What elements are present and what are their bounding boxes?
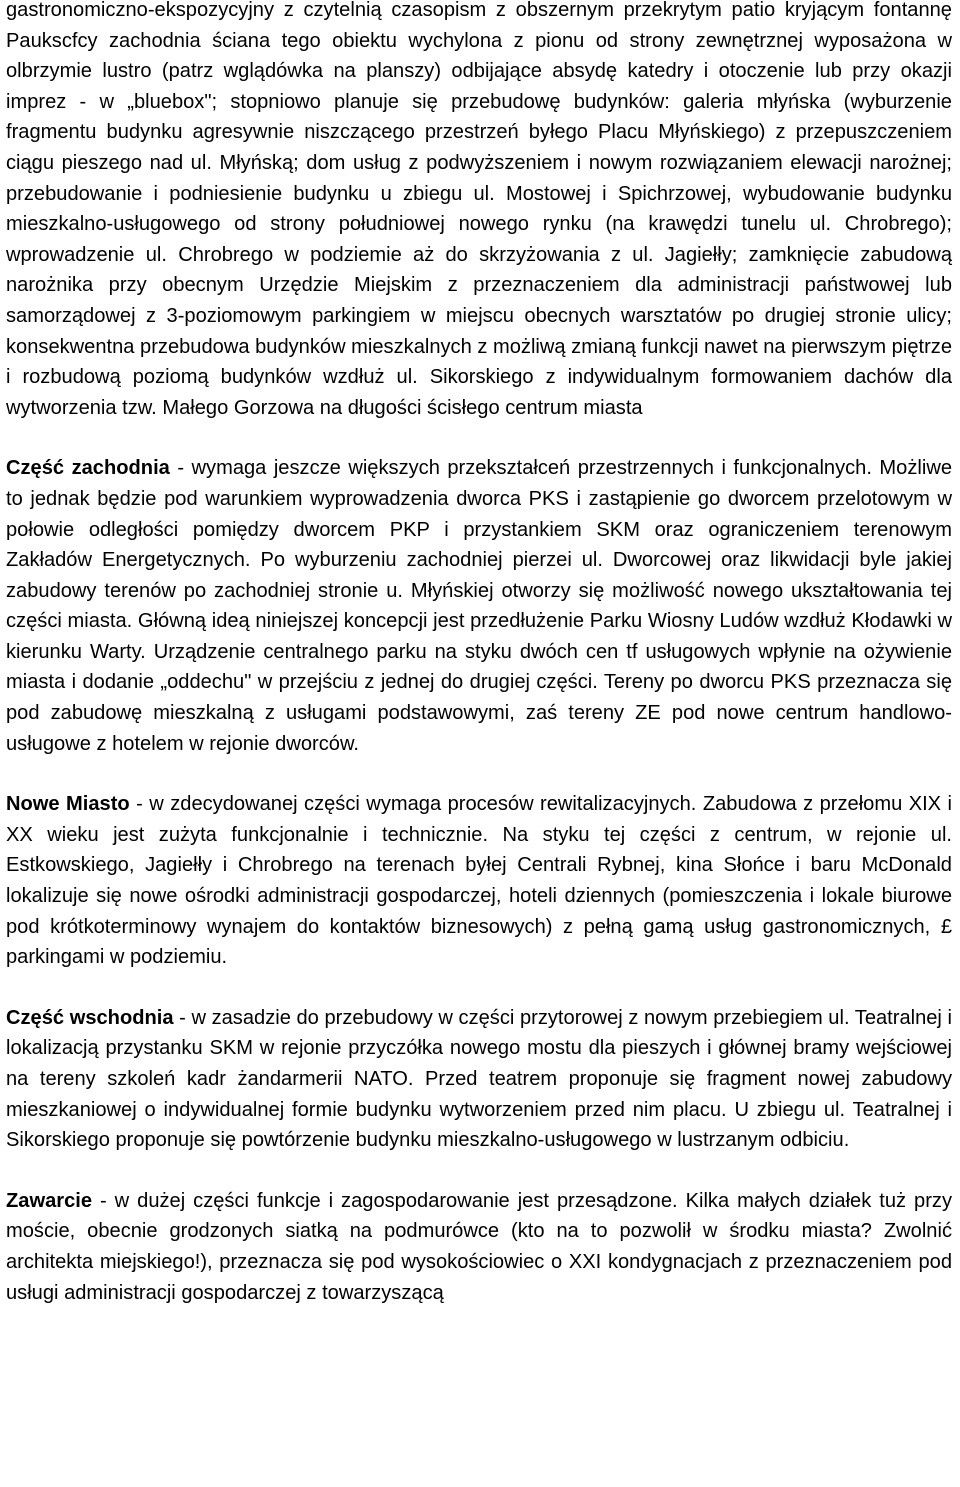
paragraph-west-part — [6, 453, 952, 759]
paragraph-gap — [6, 973, 952, 1003]
section-heading: Część zachodnia — [6, 457, 170, 480]
section-heading: Część wschodnia — [6, 1006, 174, 1029]
paragraph-gap — [6, 423, 952, 453]
paragraph-east-part — [6, 1003, 952, 1156]
paragraph-text: - w zasadzie do przebudowy w części przytorowej z nowym przebiegiem ul. Teatralnej i lokalizacją przystanku SKM w rejonie przyczółka nowego mostu dla pieszych i głównej bramy wejściowej na tereny szkoleń kadr żandarmerii NATO. Przed teatrem proponuje się fragment nowej zabudowy mieszkaniowej o indywidualnej formie budynku wytworzeniem przed nim placu. U zbiegu ul. Teatralnej i Sikorskiego proponuje się powtórzenie budynku mieszkalno-usługowego w lustrzanym odbiciu. — [6, 1006, 952, 1152]
paragraph-center-continuation — [6, 0, 952, 423]
section-heading: Zawarcie — [6, 1189, 93, 1212]
paragraph-text: - wymaga jeszcze większych przekształceń przestrzennych i funkcjonalnych. Możliwe to jednak będzie pod warunkiem wyprowadzenia dworca PKS i zastąpienie go dworcem przelotowym w połowie odległości pomiędzy dworcem PKP i przystankiem SKM oraz ograniczeniem terenowym Zakładów Energetycznych. Po wyburzeniu zachodniej pierzei ul. Dworcowej oraz likwidacji byle jakiej zabudowy terenów po zachodniej stronie u. Młyńskiej otworzy się możliwość nowego ukształtowania tej części miasta. Główną ideą niniejszej koncepcji jest przedłużenie Parku Wiosny Ludów wzdłuż Kłodawki w kierunku Warty. Urządzenie centralnego parku na styku dwóch cen tf usługowych wpłynie na ożywienie miasta i dodanie „oddechu" w przejściu z jednej do drugiej części. Tereny po dworcu PKS przeznacza się pod zabudowę mieszkalną z usługami podstawowymi, zaś tereny ZE pod nowe centrum handlowo-usługowe z hotelem w rejonie dworców. — [6, 457, 953, 755]
section-heading: Nowe Miasto — [6, 793, 130, 816]
paragraph-gap — [6, 759, 952, 789]
paragraph-zawarcie — [6, 1186, 952, 1308]
paragraph-gap — [6, 1156, 952, 1186]
paragraph-text: - w dużej części funkcje i zagospodarowanie jest przesądzone. Kilka małych działek tuż przy moście, obecnie grodzonych siatką na podmurówce (kto na to pozwolił w środku miasta? Zwolnić architekta miejskiego!), przeznacza się pod wysokościowiec o XXI kondygnacjach z przeznaczeniem pod usługi administracji gospodarczej z towarzyszącą — [6, 1189, 952, 1304]
paragraph-new-town — [6, 789, 952, 973]
paragraph-text: gastronomiczno-ekspozycyjny z czytelnią czasopism z obszernym przekrytym patio kryjącym fontannę Paukscfcy zachodnia ściana tego obiektu wychylona z pionu od strony zewnętrznej wyposażona w olbrzymie lustro (patrz wglądówka na planszy) odbijające absydę katedry i otoczenie lub przy okazji imprez - w „bluebox"; stopniowo planuje się przebudowę budynków: galeria młyńska (wyburzenie fragmentu budynku agresywnie niszczącego przestrzeń byłego Placu Młyńskiego) z przepuszczeniem ciągu pieszego nad ul. Młyńską; dom usług z podwyższeniem i nowym rozwiązaniem elewacji narożnej; przebudowanie i podniesienie budynku u zbiegu ul. Mostowej i Spichrzowej, wybudowanie budynku mieszkalno-usługowego od strony południowej nowego rynku (na krawędzi tunelu ul. Chrobrego); wprowadzenie ul. Chrobrego w podziemie aż do skrzyżowania z ul. Jagiełły; zamknięcie zabudową narożnika przy obecnym Urzędzie Miejskim z przeznaczeniem dla administracji państwowej lub samorządowej z 3-poziomowym parkingiem w miejscu obecnych warsztatów po drugiej stronie ulicy; konsekwentna przebudowa budynków mieszkalnych z możliwą zmianą funkcji nawet na pierwszym piętrze i rozbudową poziomą budynków wzdłuż ul. Sikorskiego z indywidualnym formowaniem dachów dla wytworzenia tzw. Małego Gorzowa na długości ścisłego centrum miasta — [6, 0, 952, 419]
paragraph-text: - w zdecydowanej części wymaga procesów rewitalizacyjnych. Zabudowa z przełomu XIX i XX wieku jest zużyta funkcjonalnie i technicznie. Na styku tej części z centrum, w rejonie ul. Estkowskiego, Jagiełły i Chrobrego na terenach byłej Centrali Rybnej, kina Słońce i baru McDonald lokalizuje się nowe ośrodki administracji gospodarczej, hoteli dziennych (pomieszczenia i lokale biurowe pod krótkoterminowy wynajem do kontaktów biznesowych) z pełną gamą usług gastronomicznych, £ parkingami w podziemiu. — [6, 793, 952, 969]
